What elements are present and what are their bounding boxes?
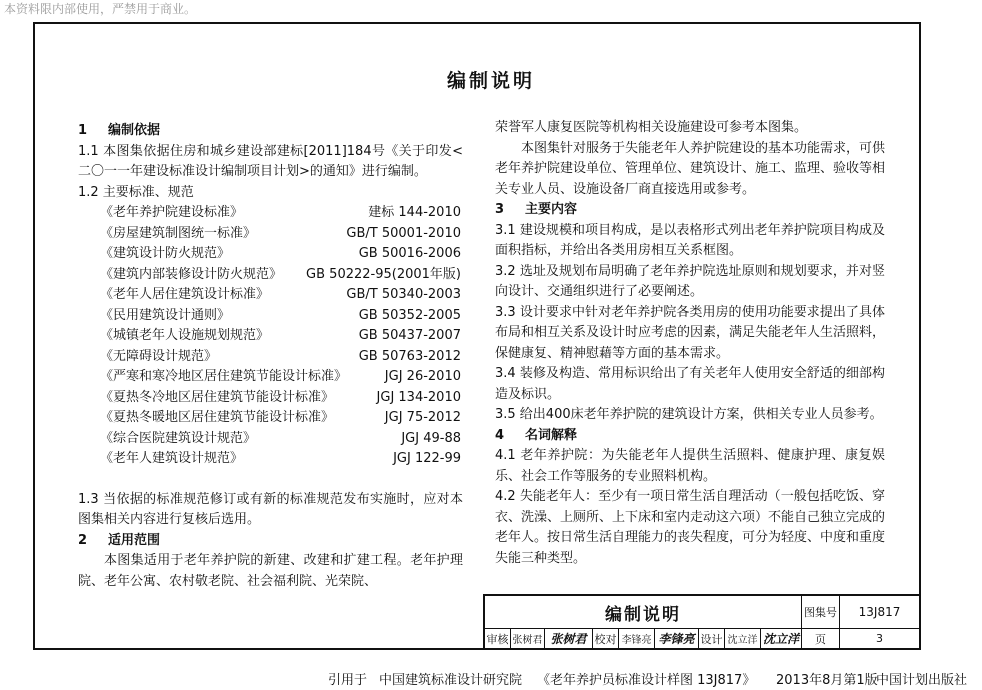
standard-name: 《老年人居住建筑设计标准》: [100, 287, 270, 302]
standard-name: 《严寒和寒冷地区居住建筑节能设计标准》: [100, 369, 348, 384]
citation-edition: 2013年8月第1版: [776, 673, 878, 688]
reviewer-signature: 张树君: [545, 628, 593, 649]
section-3-title: 主要内容: [525, 202, 578, 217]
standard-name: 《老年养护院建设标准》: [100, 205, 244, 220]
standard-name: 《建筑设计防火规范》: [100, 246, 231, 261]
standard-name: 《夏热冬暖地区居住建筑节能设计标准》: [100, 410, 335, 425]
standard-code: GB 50352-2005: [358, 307, 461, 323]
section-4-title: 名词解释: [525, 427, 578, 443]
section-1-number: 1: [78, 123, 88, 138]
standard-row: [78, 306, 463, 327]
standard-row: [78, 367, 463, 388]
section-1-heading: [78, 121, 463, 142]
standard-name: 《无障碍设计规范》: [100, 348, 218, 364]
standard-row: [78, 388, 463, 409]
title-block-title: 编制说明: [485, 596, 802, 628]
paragraph-1-3: 1.3 当依据的标准规范修订或有新的标准规范发布实施时，应对本图集相关内容进行复核后选用。: [78, 491, 463, 527]
standard-code: GB 50763-2012: [358, 348, 461, 364]
paragraph-3-5: 3.5 给出400床老年养护院的建筑设计方案，供相关专业人员参考。: [495, 407, 883, 422]
right-column: [495, 118, 885, 569]
designer-name: 沈立洋: [725, 628, 761, 649]
standard-row: [78, 244, 463, 265]
standard-code: 建标 144-2010: [368, 205, 461, 220]
paragraph-1-1: 1.1 本图集依据住房和城乡建设部建标[2011]184号《关于印发<二〇一一年建设标准设计编制项目计划>的通知》进行编制。: [78, 143, 463, 179]
checker-name: 李锋亮: [619, 628, 655, 649]
standard-row: [78, 265, 463, 286]
standards-list: [78, 203, 463, 470]
standard-code: JGJ 75-2012: [384, 410, 461, 425]
paragraph-4-1: 4.1 老年养护院：为失能老年人提供生活照料、健康护理、康复娱乐、社会工作等服务的专业照料机构。: [495, 448, 885, 484]
section-3-number: 3: [495, 202, 505, 217]
page-label: 页: [802, 628, 840, 649]
paragraph-2-b: 本图集针对服务于失能老年人养护院建设的基本功能需求，可供老年养护院建设单位、管理单位、建筑设计、施工、监理、验收等相关专业人员、设施设备厂商直接选用或参考。: [495, 140, 886, 197]
standard-row: [78, 429, 463, 450]
title-block-row-1: [485, 596, 919, 629]
watermark-text: 本资料限内部使用，严禁用于商业。: [4, 2, 197, 16]
standard-row: [78, 285, 463, 306]
standard-code: GB 50016-2006: [358, 246, 461, 261]
standard-row: [78, 408, 463, 429]
paragraph-3-4: 3.4 装修及构造、常用标识给出了有关老年人使用安全舒适的细部构造及标识。: [495, 366, 885, 402]
standard-row: [78, 203, 463, 224]
paragraph-2: 本图集适用于老年养护院的新建、改建和扩建工程。老年护理院、老年公寓、农村敬老院、社会福利院、光荣院、: [78, 553, 463, 589]
standard-name: 《综合医院建筑设计规范》: [100, 430, 257, 446]
paragraph-2-continued: 荣誉军人康复医院等机构相关设施建设可参考本图集。: [495, 120, 808, 135]
paragraph-1-2: 1.2 主要标准、规范: [78, 184, 194, 200]
title-block: [483, 594, 919, 649]
standard-row: [78, 326, 463, 347]
citation-institute: 中国建筑标准设计研究院: [379, 673, 523, 688]
citation-press: 中国计划出版社: [876, 673, 968, 688]
reviewer-name: 张树君: [511, 628, 545, 649]
standard-code: GB/T 50001-2010: [346, 225, 461, 241]
section-4-heading: [495, 426, 885, 447]
check-label: 校对: [593, 628, 619, 649]
paragraph-4-2: 4.2 失能老年人：至少有一项日常生活自理活动（一般包括吃饭、穿衣、洗澡、上厕所、上下床和室内走动这六项）不能自己独立完成的老年人。按日常生活自理能力的丧失程度，可分为轻度、中度和重度失能三种类型。: [495, 489, 886, 566]
section-2-title: 适用范围: [108, 532, 161, 548]
citation-label: 引用于: [328, 673, 368, 688]
left-column: [78, 121, 463, 592]
standard-name: 《老年人建筑设计规范》: [100, 451, 244, 466]
standard-code: JGJ 122-99: [393, 451, 461, 466]
section-3-heading: [495, 200, 885, 221]
designer-signature: 沈立洋: [761, 628, 802, 649]
paragraph-3-2: 3.2 选址及规划布局明确了老年养护院选址原则和规划要求，并对竖向设计、交通组织进行了必要阐述。: [495, 263, 885, 299]
atlas-number: 13J817: [858, 605, 901, 619]
standard-name: 《民用建筑设计通则》: [100, 307, 231, 323]
standard-code: JGJ 49-88: [401, 430, 461, 446]
page-number: 3: [876, 632, 883, 645]
standard-name: 《房屋建筑制图统一标准》: [100, 225, 257, 241]
standard-row: [78, 347, 463, 368]
paragraph-3-1: 3.1 建设规模和项目构成，是以表格形式列出老年养护院项目构成及面积指标，并给出各类用房相互关系框图。: [495, 222, 885, 258]
standard-code: GB 50437-2007: [358, 328, 461, 343]
title-block-row-2: [485, 628, 919, 649]
standard-name: 《夏热冬冷地区居住建筑节能设计标准》: [100, 389, 335, 405]
section-4-number: 4: [495, 427, 505, 443]
standard-row: [78, 224, 463, 245]
standard-name: 《城镇老年人设施规划规范》: [100, 328, 270, 343]
standard-code: GB/T 50340-2003: [346, 287, 461, 302]
standard-code: JGJ 134-2010: [376, 389, 461, 405]
review-label: 审核: [485, 628, 511, 649]
paragraph-3-3: 3.3 设计要求中针对老年养护院各类用房的使用功能要求提出了具体布局和相互关系及设计时应考虑的因素，满足失能老年人生活照料，保健康复、精神慰藉等方面的基本需求。: [495, 304, 886, 361]
standard-code: GB 50222-95(2001年版): [306, 266, 461, 282]
section-2-heading: [78, 531, 463, 552]
standard-row: [78, 449, 463, 470]
section-2-number: 2: [78, 532, 88, 548]
design-label: 设计: [699, 628, 725, 649]
citation-book: 《老年养护员标准设计样图 13J817》: [537, 673, 756, 688]
standard-name: 《建筑内部装修设计防火规范》: [100, 266, 283, 282]
section-1-title: 编制依据: [108, 123, 161, 138]
checker-signature: 李锋亮: [655, 628, 699, 649]
page-title: 编制说明: [446, 70, 535, 92]
standard-code: JGJ 26-2010: [384, 369, 461, 384]
atlas-number-label: 图集号: [802, 596, 840, 628]
